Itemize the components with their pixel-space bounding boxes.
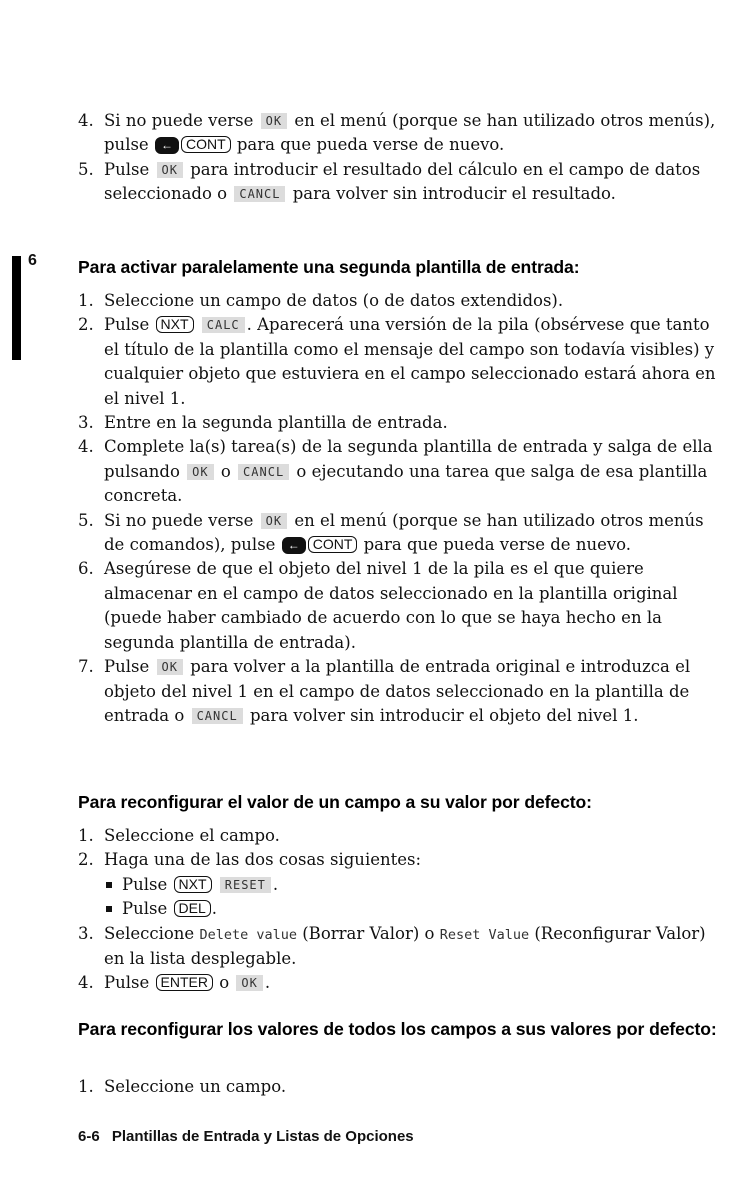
reset-softkey: RESET bbox=[220, 877, 271, 893]
list-item: 3. Entre en la segunda plantilla de entrada. bbox=[78, 413, 448, 433]
list-item: 1. Seleccione un campo de datos (o de datos extendidos). bbox=[78, 291, 564, 310]
chapter-title: Plantillas de Entrada y Listas de Opciones bbox=[111, 1128, 414, 1145]
steps-list-continued bbox=[78, 109, 718, 207]
left-shift-key-icon: ← bbox=[155, 137, 179, 154]
page-footer bbox=[78, 1128, 414, 1145]
menu-option-reset-value: Reset Value bbox=[439, 926, 530, 943]
cancl-softkey: CANCL bbox=[192, 708, 243, 724]
list-item: 3. Seleccione Delete value (Borrar Valor) o Reset Value (Reconfigurar Valor) en la lista desplegable. bbox=[78, 923, 706, 969]
square-bullet-icon bbox=[106, 882, 112, 888]
ok-softkey: OK bbox=[157, 162, 183, 178]
section-heading: Para activar paralelamente una segunda plantilla de entrada: bbox=[78, 257, 580, 277]
list-item: 5. Pulse OK para introducir el resultado del cálculo en el campo de datos seleccionado o CANCL para volver sin introducir el resultado. bbox=[78, 159, 701, 204]
left-shift-key-icon: ← bbox=[282, 537, 306, 554]
section-heading: Para reconfigurar los valores de todos los campos a sus valores por defecto: bbox=[78, 1019, 717, 1039]
list-item: 4. Si no puede verse OK en el menú (porque se han utilizado otros menús), pulse ← CONT para que pueda verse de nuevo. bbox=[78, 111, 716, 155]
bullet-item: Pulse DEL . bbox=[104, 897, 718, 921]
del-key: DEL bbox=[174, 900, 211, 917]
list-item: 4. Complete la(s) tarea(s) de la segunda plantilla de entrada y salga de ella pulsando OK o CANCL o ejecutando una tarea que salga de esa plantilla concreta. bbox=[78, 437, 713, 506]
list-item: 2. Pulse NXT CALC . Aparecerá una versión de la pila (obsérvese que tanto el título de la plantilla como el mensaje del campo son todavía visibles) y cualquier objeto que estuviera en el campo seleccionado estará ahora en el nivel 1. bbox=[78, 315, 716, 408]
steps-list-reset-field bbox=[78, 824, 718, 996]
chapter-sidebar-bar bbox=[12, 256, 21, 360]
nxt-key: NXT bbox=[156, 316, 194, 333]
bullet-list bbox=[104, 873, 718, 922]
cancl-softkey: CANCL bbox=[238, 464, 289, 480]
list-item: 1. Seleccione el campo. bbox=[78, 826, 280, 845]
chapter-sidebar-number: 6 bbox=[28, 252, 37, 269]
list-item: 4. Pulse ENTER o OK . bbox=[78, 973, 271, 993]
steps-list-reset-all bbox=[78, 1075, 718, 1099]
page-number: 6-6 bbox=[78, 1128, 100, 1145]
cont-key: CONT bbox=[181, 136, 231, 153]
list-item: 2. Haga una de las dos cosas siguientes: Pulse NXT RESET . Pulse DEL . bbox=[78, 848, 718, 921]
nxt-key: NXT bbox=[174, 876, 212, 893]
list-item: 1. Seleccione un campo. bbox=[78, 1077, 287, 1096]
list-item: 6. Asegúrese de que el objeto del nivel 1 de la pila es el que quiere almacenar en el campo de datos seleccionado en la plantilla original (puede haber cambiado de acuerdo con lo que se haya hecho en la segunda plantilla de entrada). bbox=[78, 559, 678, 652]
menu-option-delete-value: Delete value bbox=[199, 926, 297, 943]
ok-softkey: OK bbox=[236, 975, 262, 991]
steps-list-second-template bbox=[78, 289, 718, 728]
cancl-softkey: CANCL bbox=[234, 186, 285, 202]
enter-key: ENTER bbox=[156, 974, 213, 991]
list-item: 7. Pulse OK para volver a la plantilla de entrada original e introduzca el objeto del nivel 1 en el campo de datos seleccionado en la plantilla de entrada o CANCL para volver sin introducir el objeto del nivel 1. bbox=[78, 657, 691, 725]
bullet-item: Pulse NXT RESET . bbox=[104, 873, 718, 897]
calc-softkey: CALC bbox=[202, 317, 245, 333]
cont-key: CONT bbox=[308, 536, 358, 553]
ok-softkey: OK bbox=[261, 513, 287, 529]
square-bullet-icon bbox=[106, 906, 112, 912]
ok-softkey: OK bbox=[157, 659, 183, 675]
section-heading: Para reconfigurar el valor de un campo a su valor por defecto: bbox=[78, 792, 592, 812]
list-item: 5. Si no puede verse OK en el menú (porque se han utilizado otros menús de comandos), pulse ← CONT para que pueda verse de nuevo. bbox=[78, 510, 704, 555]
ok-softkey: OK bbox=[187, 464, 213, 480]
ok-softkey: OK bbox=[261, 113, 287, 129]
